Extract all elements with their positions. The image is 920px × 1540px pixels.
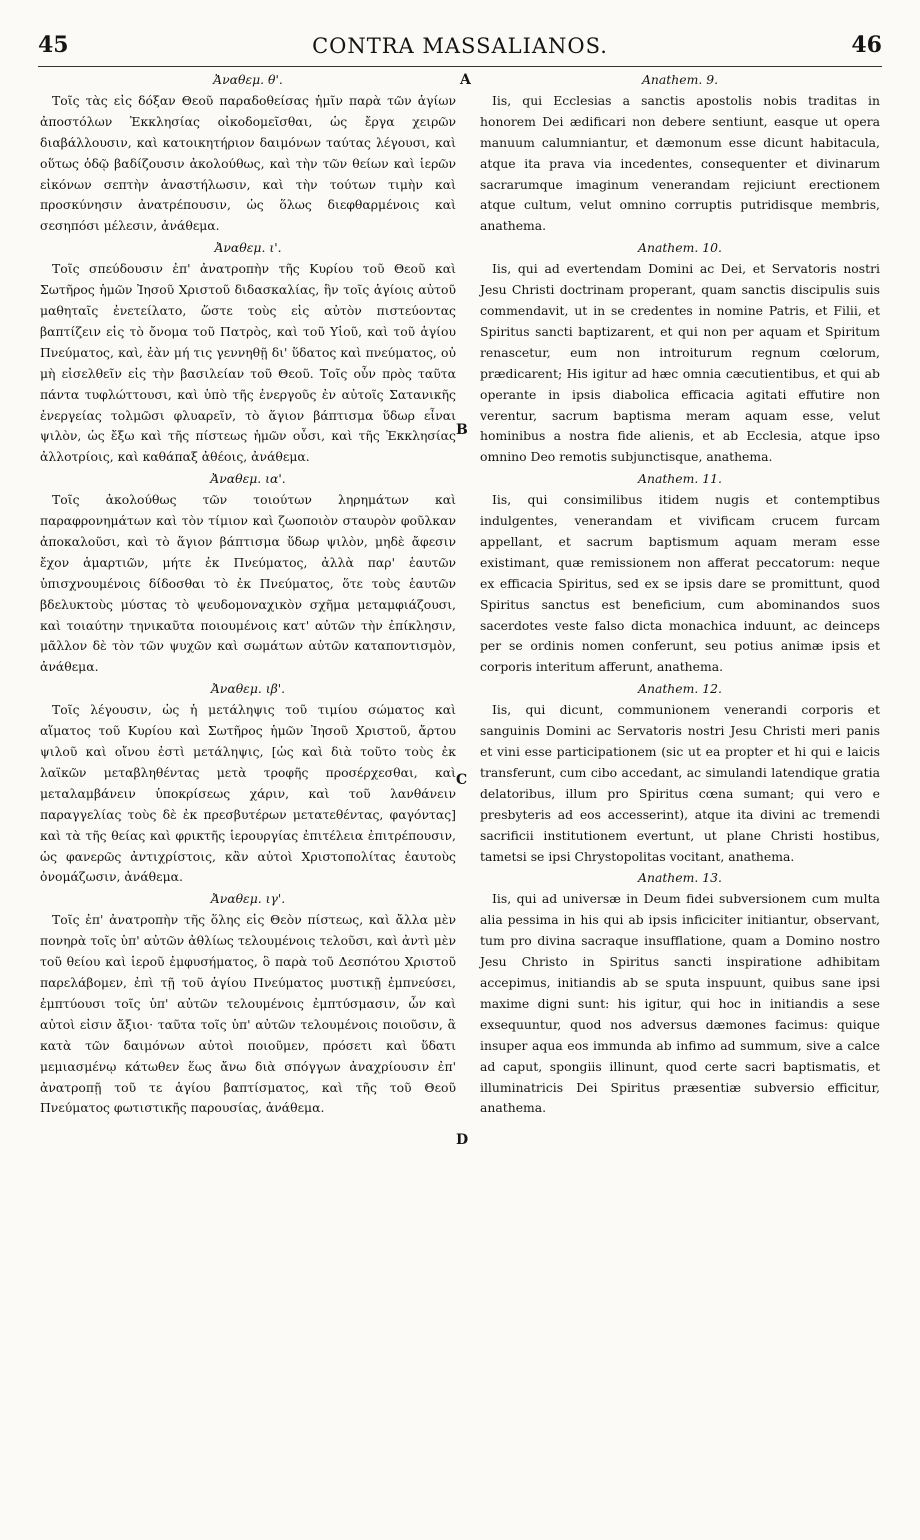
greek-column <box>40 70 456 1120</box>
latin-column <box>480 70 880 1120</box>
anathema-9-greek-title: Ἀναθεμ. θ'. <box>213 72 283 87</box>
anathema-12-greek-title: Ἀναθεμ. ιβ'. <box>210 681 286 697</box>
anathema-9-latin-text: Iis, qui Ecclesias a sanctis apostolis nobis traditas in honorem Dei ædificari non debere sentiunt, easque ut opera manuum calumniantur, et dæmonum esse dicunt habitacula, atque ita prava via incedentes, consequenter et divinarum sacrarumque imaginum venerandam rejiciunt erectionem atque cultum, velut omnino corruptis putridisque membris, anathema. <box>480 92 880 234</box>
running-title: CONTRA MASSALIANOS. <box>312 34 608 58</box>
anathema-11-latin-title: Anathem. 11. <box>638 471 722 487</box>
anathema-11-latin-text: Iis, qui consimilibus itidem nugis et contemptibus indulgentes, venerandam et vivificam crucem furcam appellant, et sacrum baptismum aquam meram esse existimant, quæ remissionem non afferat peccatorum: neque ex efficacia Spiritus, sed ex se ipsis dare se promittunt, quod Spiritus sanctus est beneficium, cum abominandos suos sacerdotes veste falso dicta monachica induunt, ac deinceps per se ordinis nomen conferunt, seu potius animæ ipsis et corporis interitum afferunt, anathema. <box>480 492 880 675</box>
anathema-10-greek-title: Ἀναθεμ. ι'. <box>214 240 282 256</box>
anathema-10-latin-text: Iis, qui ad evertendam Domini ac Dei, et Servatoris nostri Jesu Christi doctrinam properant, quam sanctis discipulis suis commendavit, ut in se credentes in nomine Patris, et Filii, et Spiritus sancti baptizarent, et qui non per aquam et Spiritum renascetur, eum non introiturum regnum cœlorum, prædicarent; His igitur ad hæc omnia cæcutientibus, et qui ab operante in ipsis diabolica efficacia agitati effutire non verentur, sacrum baptisma meram aquam esse, velut hominibus a nostra fide alienis, et ab Ecclesia, atque ipso omnino Deo remotis subjunctisque, anathema. <box>480 261 880 465</box>
margin-letter-b: B <box>456 422 468 438</box>
margin-letter-a: A <box>460 72 471 88</box>
anathema-13-latin-text: Iis, qui ad universæ in Deum fidei subversionem cum multa alia pessima in his qui ab ipsis inficiciter initiantur, observant, tum pro divina sacraque insufflatione, quam a Domino nostro Jesu Christo in Spiritus sancti inspiratione adhibitam accepimus, initiandis ab se sputa inspuunt, quibus sane ipsi maxime digni sunt: his igitur, qui hoc in initiandis a sese exsequuntur, quod nos adversus dæmones facimus: quique insuper aqua eos immunda ab infimo ad summum, sive a calce ad caput, spongiis illinunt, quod certe sacri baptismatis, et illuminatricis Dei Spiritus præsentiæ subversio efficitur, anathema. <box>480 891 880 1116</box>
header-rule <box>38 66 882 67</box>
anathema-13-latin-title: Anathem. 13. <box>638 870 722 886</box>
anathema-13-greek-text: Τοῖς ἐπ' ἀνατροπὴν τῆς ὅλης εἰς Θεὸν πίστεως, καὶ ἄλλα μὲν πονηρὰ τοῖς ὑπ' αὐτῶν ἀθλίως τελουμένοις τελοῦσι, καὶ ἀντὶ μὲν τοῦ θείου καὶ ἱεροῦ ἐμφυσήματος, ὃ παρὰ τοῦ Δεσπότου Χριστοῦ παρελάβομεν, ἐπὶ τῇ τοῦ ἁγίου Πνεύματος μυστικῇ ἐμπνεύσει, ἐμπτύουσι τοῖς ὑπ' αὐτῶν τελουμένοις ἐμπτύσμασιν, ὧν καὶ αὐτοὶ εἰσιν ἄξιοι· ταῦτα τοῖς ὑπ' αὐτῶν τελουμένοις ποιοῦσιν, ἃ κατὰ τῶν δαιμόνων αὐτοὶ ποιοῦμεν, πρόσετι καὶ ὕδατι μεμιασμένῳ κάτωθεν ἕως ἄνω διὰ σπόγγων ἀναχρίουσιν ἐπ' ἀνατροπῇ τοῦ τε ἁγίου βαπτίσματος, καὶ τῆς τοῦ Θεοῦ Πνεύματος φωτιστικῆς παρουσίας, ἀνάθεμα. <box>40 912 456 1116</box>
anathema-10-latin-title: Anathem. 10. <box>638 240 722 256</box>
anathema-9-latin-title: Anathem. 9. <box>641 72 719 87</box>
page-number-right: 46 <box>851 32 882 58</box>
page-number-left: 45 <box>38 32 69 58</box>
anathema-10-greek-text: Τοῖς σπεύδουσιν ἐπ' ἀνατροπὴν τῆς Κυρίου τοῦ Θεοῦ καὶ Σωτῆρος ἡμῶν Ἰησοῦ Χριστοῦ διδασκαλίας, ἣν τοῖς ἁγίοις αὐτοῦ μαθηταῖς ἐνετείλατο, ὥστε τοὺς εἰς αὐτὸν πιστεύοντας βαπτίζειν εἰς τὸ ὄνομα τοῦ Πατρὸς, καὶ τοῦ Υἱοῦ, καὶ τοῦ ἁγίου Πνεύματος, καὶ, ἐὰν μή τις γεννηθῇ δι' ὕδατος καὶ πνεύματος, οὐ μὴ εἰσελθεῖν εἰς τὴν βασιλείαν τοῦ Θεοῦ. Τοῖς οὖν πρὸς ταῦτα πάντα τυφλώττουσι, καὶ ὑπὸ τῆς ἐνεργοῦς ἐν αὐτοῖς Σατανικῆς ἐνεργείας τολμῶσι φλυαρεῖν, τὸ ἅγιον βάπτισμα ὕδωρ εἶναι ψιλὸν, ὡς ἔξω καὶ τῆς πίστεως ἡμῶν οὖσι, καὶ τῆς Ἐκκλησίας ἀλλοτρίοις, καὶ καθάπαξ ἀθέοις, ἀνάθεμα. <box>40 261 456 465</box>
anathema-13-greek-title: Ἀναθεμ. ιγ'. <box>210 891 286 907</box>
page-header <box>0 32 920 68</box>
anathema-9-greek-text: Τοῖς τὰς εἰς δόξαν Θεοῦ παραδοθείσας ἡμῖν παρὰ τῶν ἁγίων ἀποστόλων Ἐκκλησίας οἰκοδομεῖσθαι, ὡς ἔργα χειρῶν διαβάλλουσιν, καὶ κατοικητήριον δαιμόνων ταύτας λέγουσι, καὶ οὕτως ὁδῷ βαδίζουσιν ἀκολούθως, καὶ τὴν τῶν θείων καὶ ἱερῶν εἰκόνων σεπτὴν ἀναστήλωσιν, καὶ τὴν τούτων τιμὴν καὶ προσκύνησιν ἀνατρέπουσιν, ὡς ὅλως διεφθαρμένοις καὶ σεσηπόσι μέλεσιν, ἀνάθεμα. <box>40 92 456 234</box>
anathema-12-latin-title: Anathem. 12. <box>638 681 722 697</box>
anathema-11-greek-title: Ἀναθεμ. ια'. <box>210 471 286 487</box>
anathema-12-greek-text: Τοῖς λέγουσιν, ὡς ἡ μετάληψις τοῦ τιμίου σώματος καὶ αἵματος τοῦ Κυρίου καὶ Σωτῆρος ἡμῶν Ἰησοῦ Χριστοῦ, ἄρτου ψιλοῦ καὶ οἴνου ἐστὶ μετάληψις, [ὡς καὶ διὰ τοῦτο τοὺς ἐκ λαϊκῶν μεταβληθέντας μετὰ τροφῆς προσέρχεσθαι, καὶ μεταλαμβάνειν ὑποκρίσεως χάριν, καὶ τοῦ λανθάνειν παραγγελίας τοὺς δὲ ἐκ πρεσβυτέρων μετατεθέντας, φαγόντας] καὶ τὰ τῆς θείας καὶ φρικτῆς ἱερουργίας ἐπιτέλεια ἐπιτρέπουσιν, ὡς φανερῶς ἀντιχρίστοις, κἂν αὐτοὶ Χριστοπολίτας ἑαυτοὺς ὀνομάζωσιν, ἀνάθεμα. <box>40 702 456 885</box>
anathema-11-greek-text: Τοῖς ἀκολούθως τῶν τοιούτων ληρημάτων καὶ παραφρονημάτων καὶ τὸν τίμιον καὶ ζωοποιὸν σταυρὸν φοῦλκαν ἀποκαλοῦσι, καὶ τὸ ἅγιον βάπτισμα ὕδωρ ψιλὸν, μηδὲ ἄφεσιν ἔχον ἁμαρτιῶν, μήτε ἐκ Πνεύματος, ἀλλὰ παρ' ἑαυτῶν ὑπισχνουμένοις δίδοσθαι τὸ ἐκ Πνεύματος, ὅτε τοὺς ἑαυτῶν βδελυκτοὺς μύστας τὸ ψευδομοναχικὸν σχῆμα μεταμφιάζουσι, καὶ τοιαύτην τηνικαῦτα ποιουμένοις κατ' αὐτῶν τὴν ἐπίκλησιν, μᾶλλον δὲ τὸν τῶν ψυχῶν καὶ σωμάτων αὐτῶν καταποντισμὸν, ἀνάθεμα. <box>40 492 456 675</box>
anathema-12-latin-text: Iis, qui dicunt, communionem venerandi corporis et sanguinis Domini ac Servatoris nostri Jesu Christi meri panis et vini esse participationem (sic ut ea propter et hi qui e laicis transferunt, cum cibo accedant, ac simulandi latendique gratia delatoribus, illum pro Spiritus cœna sumant; qui vero e presbyteris ad eos accesserint), atque ita divini ac tremendi sacrificii institutionem evertunt, ut plane Christi hostibus, tametsi se ipsi Chrystopolitas vocitant, anathema. <box>480 702 880 864</box>
margin-letter-c: C <box>456 772 468 788</box>
margin-letter-d: D <box>456 1132 469 1148</box>
